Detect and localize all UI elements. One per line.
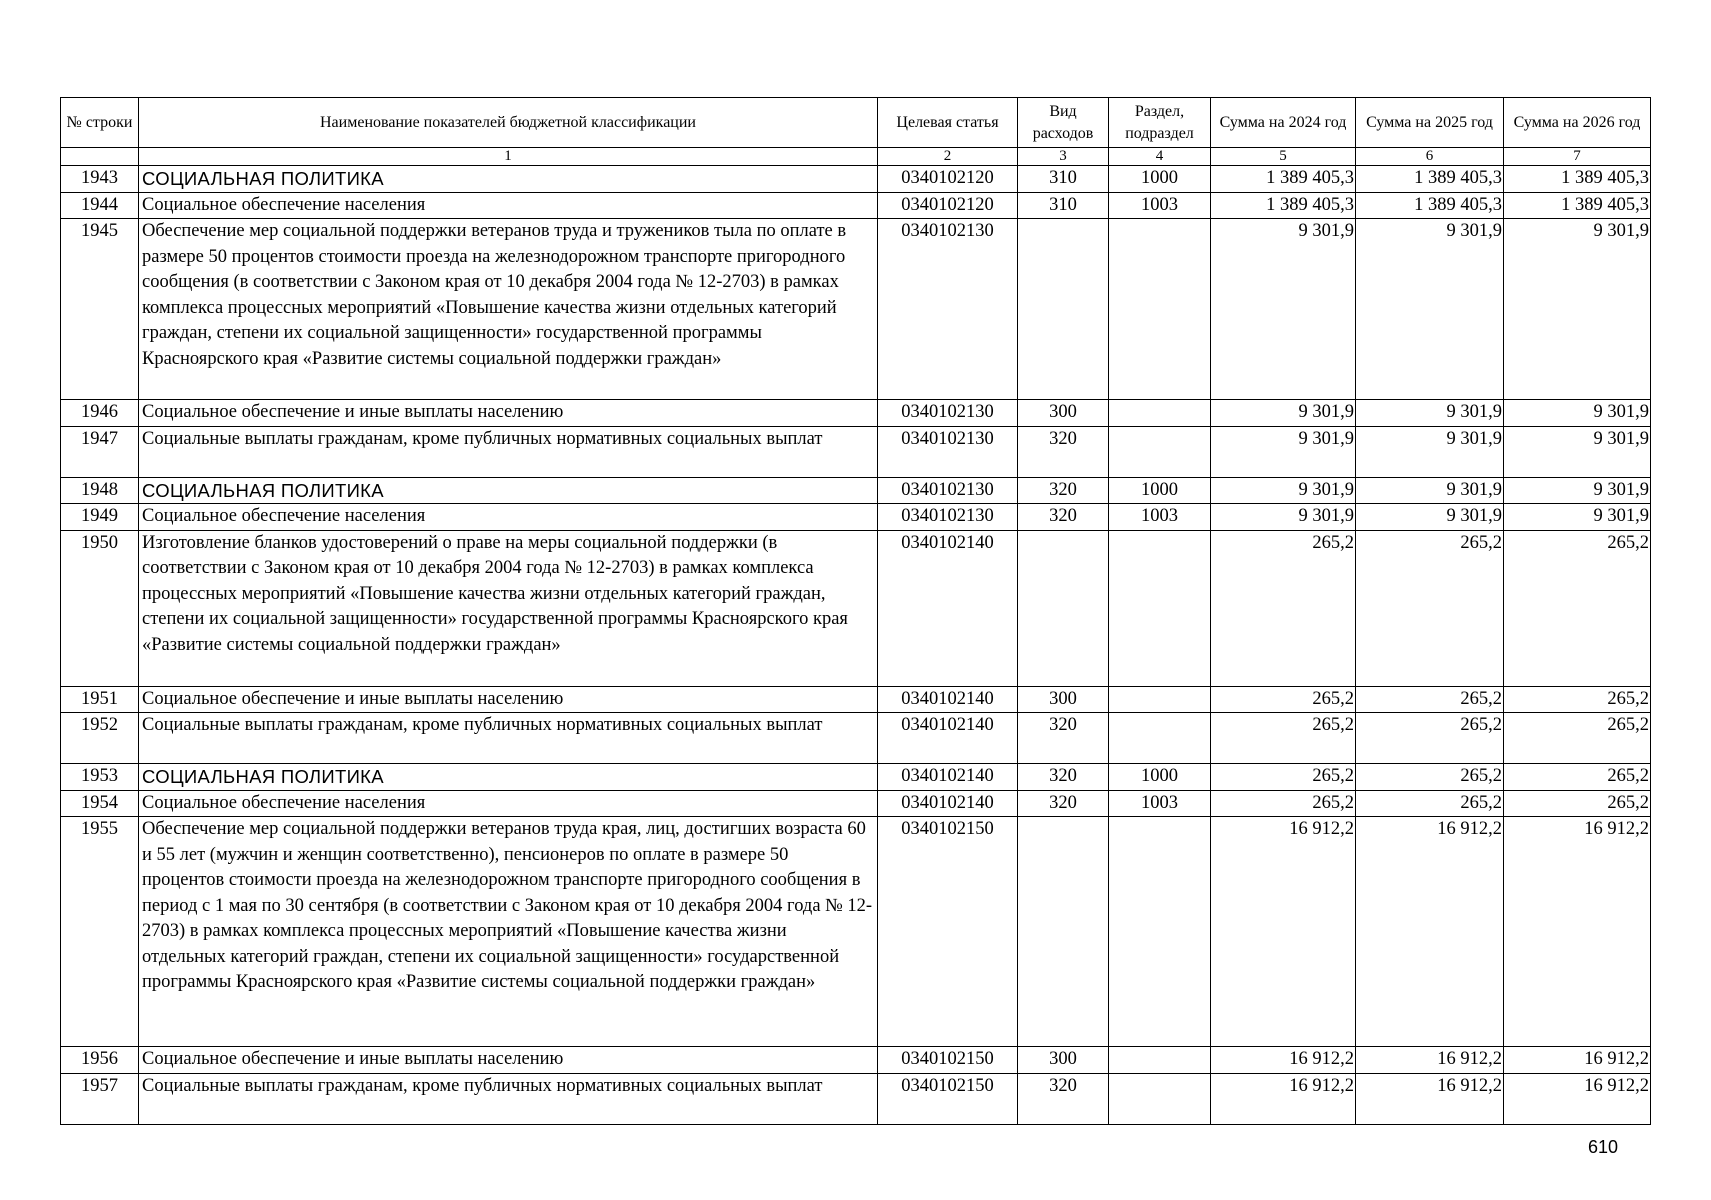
row-sum-2025: 1 389 405,3 [1356, 192, 1504, 219]
row-sum-2024: 16 912,2 [1211, 1073, 1356, 1124]
row-number: 1954 [61, 790, 139, 817]
row-sum-2024: 1 389 405,3 [1211, 192, 1356, 219]
row-section: 1000 [1109, 166, 1211, 193]
row-type: 320 [1018, 713, 1109, 764]
row-sum-2026: 16 912,2 [1504, 1047, 1651, 1074]
row-section: 1003 [1109, 192, 1211, 219]
row-sum-2026: 9 301,9 [1504, 426, 1651, 477]
row-target: 0340102150 [878, 1047, 1018, 1074]
row-number: 1945 [61, 219, 139, 400]
row-sum-2026: 265,2 [1504, 530, 1651, 686]
row-name: Социальное обеспечение и иные выплаты населению [139, 686, 878, 713]
header-type: Вид расходов [1018, 98, 1109, 148]
table-row [61, 192, 1651, 219]
row-type: 300 [1018, 1047, 1109, 1074]
row-sum-2025: 16 912,2 [1356, 1047, 1504, 1074]
row-target: 0340102130 [878, 219, 1018, 400]
row-type: 320 [1018, 477, 1109, 504]
row-sum-2026: 1 389 405,3 [1504, 192, 1651, 219]
row-sum-2025: 16 912,2 [1356, 1073, 1504, 1124]
row-target: 0340102130 [878, 477, 1018, 504]
page-number: 610 [1587, 1137, 1618, 1157]
row-number: 1947 [61, 426, 139, 477]
row-name: СОЦИАЛЬНАЯ ПОЛИТИКА [139, 764, 878, 791]
table-row [61, 817, 1651, 1047]
column-number: 3 [1018, 148, 1109, 166]
row-sum-2025: 9 301,9 [1356, 426, 1504, 477]
row-sum-2024: 16 912,2 [1211, 1047, 1356, 1074]
row-type: 320 [1018, 504, 1109, 531]
row-number: 1957 [61, 1073, 139, 1124]
row-sum-2024: 265,2 [1211, 713, 1356, 764]
row-section: 1003 [1109, 504, 1211, 531]
budget-table [60, 97, 1651, 1125]
row-name: Обеспечение мер социальной поддержки ветеранов труда и тружеников тыла по оплате в размере 50 процентов стоимости проезда на железнодорожном транспорте пригородного сообщения (в соответствии с Законом края от 10 декабря 2004 года № 12-2703) в рамках комплекса процессных мероприятий «Повышение качества жизни отдельных категорий граждан, степени их социальной защищенности» государственной программы Красноярского края «Развитие системы социальной поддержки граждан» [139, 219, 878, 400]
row-target: 0340102120 [878, 192, 1018, 219]
header-row-no: № строки [61, 98, 139, 148]
row-number: 1943 [61, 166, 139, 193]
row-sum-2024: 9 301,9 [1211, 219, 1356, 400]
column-number: 1 [139, 148, 878, 166]
row-type: 300 [1018, 686, 1109, 713]
row-name: Социальное обеспечение и иные выплаты населению [139, 400, 878, 427]
row-sum-2024: 9 301,9 [1211, 400, 1356, 427]
table-row [61, 477, 1651, 504]
row-target: 0340102150 [878, 817, 1018, 1047]
row-sum-2025: 265,2 [1356, 790, 1504, 817]
row-number: 1946 [61, 400, 139, 427]
row-section [1109, 530, 1211, 686]
table-row [61, 790, 1651, 817]
column-number: 6 [1356, 148, 1504, 166]
column-number: 5 [1211, 148, 1356, 166]
row-type: 310 [1018, 166, 1109, 193]
table-row [61, 426, 1651, 477]
row-name: Социальное обеспечение населения [139, 192, 878, 219]
row-number: 1950 [61, 530, 139, 686]
row-sum-2024: 9 301,9 [1211, 504, 1356, 531]
row-type: 300 [1018, 400, 1109, 427]
row-sum-2024: 265,2 [1211, 764, 1356, 791]
row-sum-2024: 16 912,2 [1211, 817, 1356, 1047]
row-target: 0340102140 [878, 764, 1018, 791]
table-row [61, 504, 1651, 531]
header-sum-2026: Сумма на 2026 год [1504, 98, 1651, 148]
row-sum-2024: 1 389 405,3 [1211, 166, 1356, 193]
header-row [61, 98, 1651, 148]
row-name: Социальные выплаты гражданам, кроме публичных нормативных социальных выплат [139, 426, 878, 477]
column-number: 4 [1109, 148, 1211, 166]
row-name: Социальные выплаты гражданам, кроме публичных нормативных социальных выплат [139, 1073, 878, 1124]
row-target: 0340102140 [878, 530, 1018, 686]
column-number-empty [61, 148, 139, 166]
row-name: Социальное обеспечение населения [139, 504, 878, 531]
row-sum-2026: 1 389 405,3 [1504, 166, 1651, 193]
row-sum-2025: 265,2 [1356, 686, 1504, 713]
column-number: 7 [1504, 148, 1651, 166]
row-section: 1000 [1109, 477, 1211, 504]
row-target: 0340102130 [878, 426, 1018, 477]
row-sum-2026: 9 301,9 [1504, 219, 1651, 400]
header-sum-2024: Сумма на 2024 год [1211, 98, 1356, 148]
row-target: 0340102140 [878, 790, 1018, 817]
row-type: 320 [1018, 426, 1109, 477]
table-row [61, 219, 1651, 400]
row-name: СОЦИАЛЬНАЯ ПОЛИТИКА [139, 477, 878, 504]
header-target: Целевая статья [878, 98, 1018, 148]
row-type [1018, 219, 1109, 400]
row-section [1109, 686, 1211, 713]
row-section [1109, 1047, 1211, 1074]
row-name: СОЦИАЛЬНАЯ ПОЛИТИКА [139, 166, 878, 193]
row-sum-2025: 16 912,2 [1356, 817, 1504, 1047]
row-sum-2025: 265,2 [1356, 713, 1504, 764]
row-section [1109, 219, 1211, 400]
row-name: Социальное обеспечение населения [139, 790, 878, 817]
row-sum-2024: 9 301,9 [1211, 477, 1356, 504]
row-section: 1003 [1109, 790, 1211, 817]
row-sum-2024: 265,2 [1211, 686, 1356, 713]
row-sum-2025: 265,2 [1356, 530, 1504, 686]
row-name: Социальные выплаты гражданам, кроме публичных нормативных социальных выплат [139, 713, 878, 764]
row-sum-2026: 265,2 [1504, 686, 1651, 713]
row-sum-2024: 265,2 [1211, 530, 1356, 686]
header-section: Раздел, подраздел [1109, 98, 1211, 148]
row-sum-2026: 16 912,2 [1504, 1073, 1651, 1124]
row-sum-2026: 265,2 [1504, 790, 1651, 817]
row-section: 1000 [1109, 764, 1211, 791]
row-type [1018, 817, 1109, 1047]
row-section [1109, 713, 1211, 764]
row-target: 0340102150 [878, 1073, 1018, 1124]
row-number: 1948 [61, 477, 139, 504]
row-type: 320 [1018, 1073, 1109, 1124]
table-row [61, 1073, 1651, 1124]
header-name: Наименование показателей бюджетной классификации [139, 98, 878, 148]
row-sum-2025: 265,2 [1356, 764, 1504, 791]
row-type: 310 [1018, 192, 1109, 219]
row-number: 1951 [61, 686, 139, 713]
row-number: 1953 [61, 764, 139, 791]
row-section [1109, 817, 1211, 1047]
header-sum-2025: Сумма на 2025 год [1356, 98, 1504, 148]
column-number: 2 [878, 148, 1018, 166]
table-row [61, 166, 1651, 193]
table-row [61, 530, 1651, 686]
row-sum-2025: 9 301,9 [1356, 477, 1504, 504]
row-target: 0340102130 [878, 400, 1018, 427]
row-name: Обеспечение мер социальной поддержки ветеранов труда края, лиц, достигших возраста 60 и 55 лет (мужчин и женщин соответственно), пенсионеров по оплате в размере 50 процентов стоимости проезда на железнодорожном транспорте пригородного сообщения в период с 1 мая по 30 сентября (в соответствии с Законом края от 10 декабря 2004 года № 12-2703) в рамках комплекса процессных мероприятий «Повышение качества жизни отдельных категорий граждан, степени их социальной защищенности» государственной программы Красноярского края «Развитие системы социальной поддержки граждан» [139, 817, 878, 1047]
row-number: 1955 [61, 817, 139, 1047]
row-name: Изготовление бланков удостоверений о праве на меры социальной поддержки (в соответствии с Законом края от 10 декабря 2004 года № 12-2703) в рамках комплекса процессных мероприятий «Повышение качества жизни отдельных категорий граждан, степени их социальной защищенности» государственной программы Красноярского края «Развитие системы социальной поддержки граждан» [139, 530, 878, 686]
table-row [61, 764, 1651, 791]
row-section [1109, 1073, 1211, 1124]
row-number: 1952 [61, 713, 139, 764]
row-section [1109, 400, 1211, 427]
row-target: 0340102120 [878, 166, 1018, 193]
row-type [1018, 530, 1109, 686]
table-row [61, 713, 1651, 764]
row-sum-2025: 9 301,9 [1356, 400, 1504, 427]
row-sum-2025: 9 301,9 [1356, 504, 1504, 531]
row-sum-2026: 16 912,2 [1504, 817, 1651, 1047]
table-row [61, 686, 1651, 713]
row-sum-2025: 1 389 405,3 [1356, 166, 1504, 193]
row-type: 320 [1018, 764, 1109, 791]
row-number: 1949 [61, 504, 139, 531]
row-sum-2025: 9 301,9 [1356, 219, 1504, 400]
table-row [61, 400, 1651, 427]
row-sum-2026: 9 301,9 [1504, 400, 1651, 427]
row-sum-2024: 9 301,9 [1211, 426, 1356, 477]
row-target: 0340102140 [878, 713, 1018, 764]
row-sum-2026: 265,2 [1504, 764, 1651, 791]
column-number-row [61, 148, 1651, 166]
row-sum-2026: 9 301,9 [1504, 477, 1651, 504]
row-sum-2026: 9 301,9 [1504, 504, 1651, 531]
row-type: 320 [1018, 790, 1109, 817]
row-number: 1944 [61, 192, 139, 219]
row-target: 0340102130 [878, 504, 1018, 531]
row-number: 1956 [61, 1047, 139, 1074]
row-section [1109, 426, 1211, 477]
table-row [61, 1047, 1651, 1074]
row-name: Социальное обеспечение и иные выплаты населению [139, 1047, 878, 1074]
row-sum-2024: 265,2 [1211, 790, 1356, 817]
row-sum-2026: 265,2 [1504, 713, 1651, 764]
row-target: 0340102140 [878, 686, 1018, 713]
